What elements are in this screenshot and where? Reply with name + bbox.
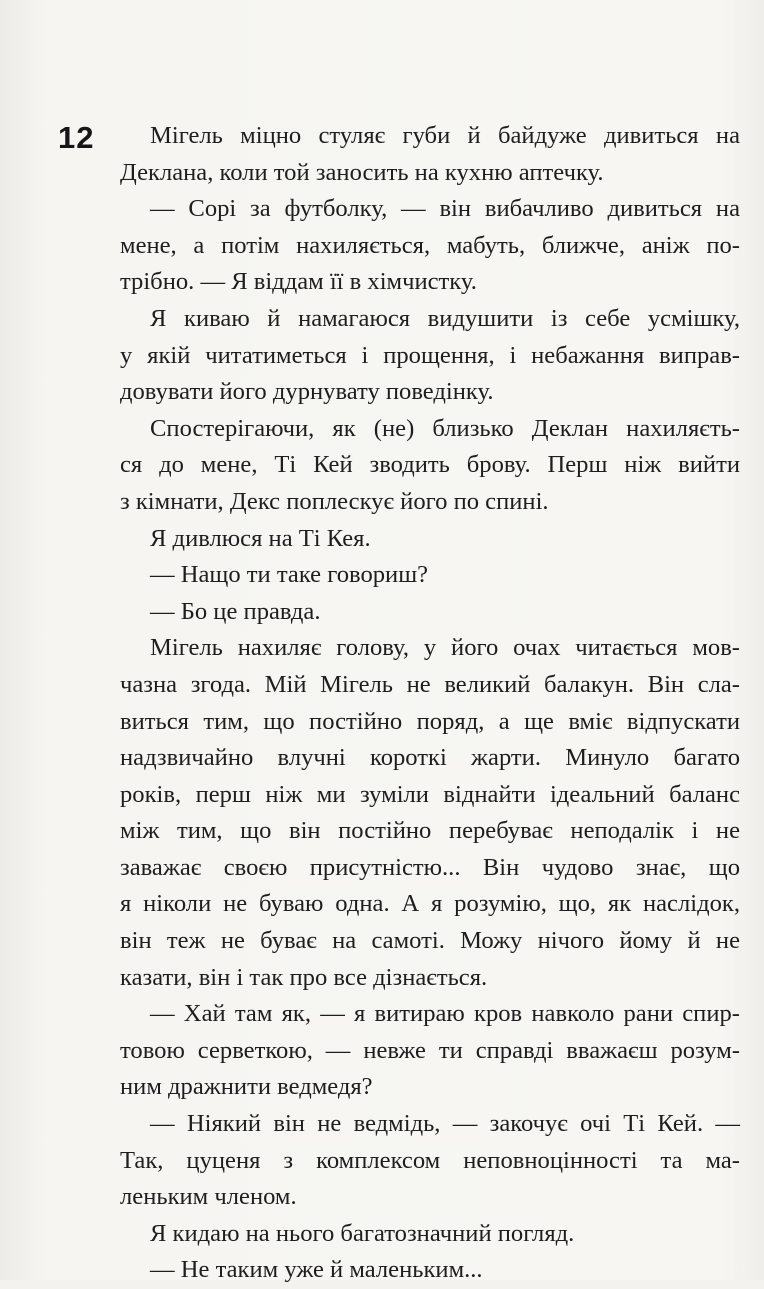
text-line: Я киваю й намагаюся видушити із себе усмішку,: [150, 304, 740, 332]
text-line: заважає своєю присутністю... Він чудово знає, що: [120, 853, 740, 881]
text-line: Мігель нахиляє голову, у його очах читається мов-: [150, 634, 740, 662]
text-line: між тим, що він постійно перебуває неподалік і не: [120, 817, 740, 845]
page-number: 12: [58, 120, 95, 155]
text-line: Спостерігаючи, як (не) близько Деклан нахиляєть-: [150, 414, 740, 442]
text-line: виться тим, що постійно поряд, а ще вміє відпускати: [120, 707, 740, 735]
text-line: я ніколи не буваю одна. А я розумію, що, як наслідок,: [120, 890, 740, 918]
text-line: з кімнати, Декс поплескує його по спині.: [120, 487, 549, 515]
text-line: Я кидаю на нього багатозначний погляд.: [150, 1219, 575, 1247]
text-line: довувати його дурнувату поведінку.: [120, 378, 494, 406]
text-line: він теж не буває на самоті. Можу нічого йому й не: [120, 927, 740, 955]
text-line: казати, він і так про все дізнається.: [120, 963, 488, 991]
text-line: ним дражнити ведмедя?: [120, 1073, 373, 1101]
text-line: — Не таким уже й маленьким...: [150, 1256, 483, 1284]
text-line: у якій читатиметься і прощення, і небажання виправ-: [120, 341, 740, 369]
text-line: чазна згода. Мій Мігель не великий балакун. Він сла-: [120, 670, 740, 698]
text-line: леньким членом.: [120, 1183, 297, 1211]
text-line: — Нащо ти таке говориш?: [150, 561, 429, 589]
text-line: ся до мене, Ті Кей зводить брову. Перш ніж вийти: [120, 451, 740, 479]
text-line: трібно. — Я віддам її в хімчистку.: [120, 268, 477, 296]
text-line: — Хай там як, — я витираю кров навколо рани спир-: [150, 1000, 740, 1028]
text-line: товою серветкою, — невже ти справді вважаєш розум-: [120, 1036, 740, 1064]
text-line: — Бо це правда.: [150, 597, 321, 625]
text-line: надзвичайно влучні короткі жарти. Минуло багато: [120, 744, 740, 772]
text-line: — Ніякий він не ведмідь, — закочує очі Ті Кей. —: [150, 1110, 740, 1138]
text-line: — Сорі за футболку, — він вибачливо дивиться на: [150, 195, 740, 223]
text-line: Мігель міцно стуляє губи й байдуже дивиться на: [150, 122, 740, 149]
text-line: мене, а потім нахиляється, мабуть, ближче, аніж по-: [120, 231, 740, 259]
text-line: років, перш ніж ми зуміли віднайти ідеальний баланс: [120, 780, 740, 808]
text-line: Деклана, коли той заносить на кухню аптечку.: [120, 158, 604, 186]
text-line: Так, цуценя з комплексом неповноцінності та ма-: [120, 1146, 740, 1174]
text-line: Я дивлюся на Ті Кея.: [150, 524, 371, 552]
body-text: [120, 118, 740, 1289]
